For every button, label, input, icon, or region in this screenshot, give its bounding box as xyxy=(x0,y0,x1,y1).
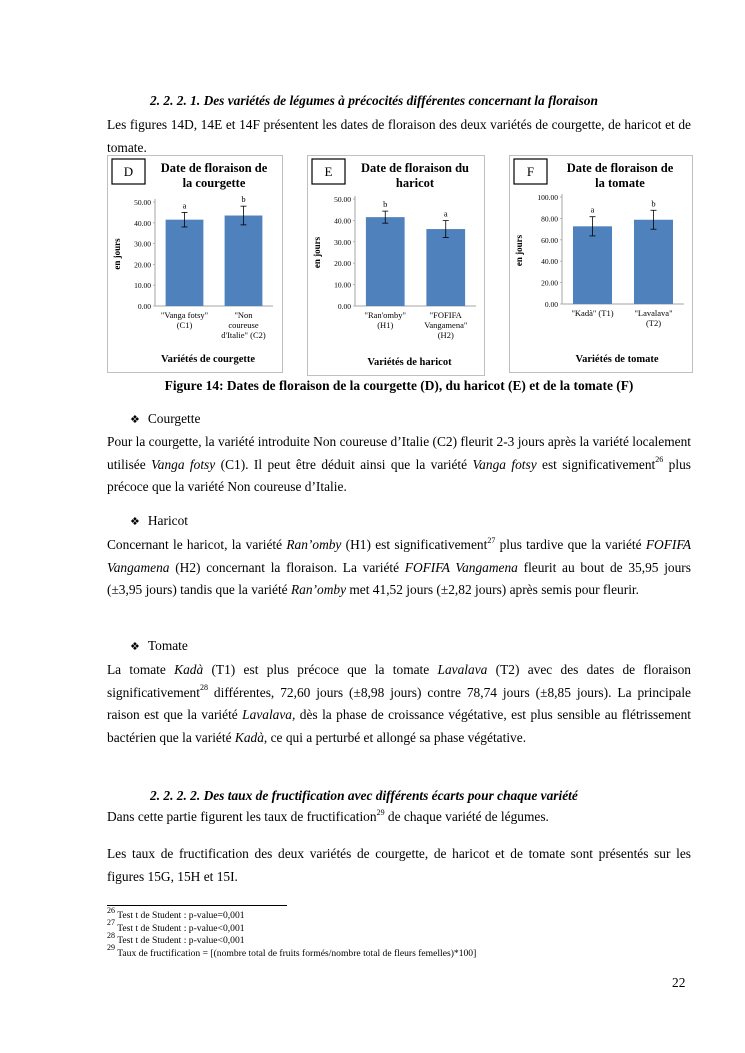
chart-courgette xyxy=(107,155,283,373)
y-tick-label: 0.00 xyxy=(337,302,351,311)
significance-letter-1: a xyxy=(182,200,187,211)
bullet-courgette xyxy=(130,411,200,427)
panel-letter: D xyxy=(123,164,134,179)
paragraph-fructification-figures: Les taux de fructification des deux variétés de courgette, de haricot et de tomate sont présentés sur les figures 15G, 15H et 15I. xyxy=(107,846,691,884)
y-tick-label: 0.00 xyxy=(137,302,151,311)
chart-title-line2: haricot xyxy=(395,176,435,190)
bar-1 xyxy=(573,226,612,304)
page-number: 22 xyxy=(672,975,686,990)
y-tick-label: 40.00 xyxy=(541,257,558,267)
section-heading-fructification: 2. 2. 2. 2. Des taux de fructification avec différents écarts pour chaque variété xyxy=(150,788,578,803)
x-axis-label: Variétés de courgette xyxy=(160,354,256,365)
y-tick-label: 40.00 xyxy=(134,218,151,228)
panel-letter: F xyxy=(526,164,535,179)
x-category-label: "Vanga fotsy" xyxy=(160,310,209,320)
y-tick-label: 50.00 xyxy=(334,195,351,204)
chart-title-line2: la tomate xyxy=(595,176,645,190)
footnote-separator xyxy=(107,905,287,906)
x-category-label: d'Italie" (C2) xyxy=(221,330,266,340)
y-axis-label: en jours xyxy=(514,234,524,267)
y-tick-label: 30.00 xyxy=(334,237,351,247)
bar-2 xyxy=(634,220,673,304)
chart-haricot-svg xyxy=(308,156,484,375)
y-tick-label: 100.00 xyxy=(537,193,558,202)
chart-title-line1: Date de floraison du xyxy=(361,161,469,175)
x-axis-label: Variétés de tomate xyxy=(575,354,659,365)
x-axis-label: Variétés de haricot xyxy=(367,357,452,368)
chart-title-line1: Date de floraison de xyxy=(566,161,674,175)
y-tick-label: 20.00 xyxy=(134,260,151,270)
y-tick-label: 60.00 xyxy=(541,235,558,245)
chart-haricot xyxy=(307,155,485,376)
section-heading-floraison: 2. 2. 2. 1. Des variétés de légumes à précocités différentes concernant la floraison xyxy=(150,93,598,108)
significance-letter-2: a xyxy=(443,208,448,219)
y-tick-label: 40.00 xyxy=(334,216,351,226)
paragraph-fructification-intro: Dans cette partie figurent les taux de fructification$^{29}$ de chaque variété de légumes. xyxy=(107,807,549,824)
chart-title-line2: la courgette xyxy=(182,176,246,190)
x-category-label: Vangamena" xyxy=(424,320,468,330)
chart-courgette-svg xyxy=(108,156,282,372)
diamond-bullet-icon: ❖ xyxy=(130,515,140,528)
footnote-ref-29: 29 xyxy=(376,807,385,817)
bar-2 xyxy=(225,216,263,306)
y-tick-label: 50.00 xyxy=(134,198,151,207)
bullet-courgette-label: Courgette xyxy=(147,411,201,426)
significance-letter-1: a xyxy=(590,204,595,215)
bullet-tomate-label: Tomate xyxy=(147,638,188,653)
bullet-tomate xyxy=(130,638,188,654)
panel-letter: E xyxy=(324,164,333,179)
chart-title-line1: Date de floraison de xyxy=(160,161,268,175)
y-tick-label: 80.00 xyxy=(541,214,558,224)
bar-1 xyxy=(366,217,405,306)
significance-letter-1: b xyxy=(383,199,388,210)
y-tick-label: 0.00 xyxy=(544,300,558,309)
y-tick-label: 30.00 xyxy=(134,239,151,249)
footnote-29: $^{29}$ Taux de fructification = [(nombre total de fruits formés/nombre total de fleurs femelles)*100] xyxy=(107,943,477,959)
y-axis-label: en jours xyxy=(312,236,322,269)
x-category-label: "Non xyxy=(234,310,253,320)
bar-1 xyxy=(166,220,204,306)
significance-letter-2: b xyxy=(651,198,656,209)
footnote-ref-26: 26 xyxy=(655,455,664,465)
y-tick-label: 10.00 xyxy=(134,281,151,291)
x-category-label: (C1) xyxy=(176,320,193,330)
x-category-label: (H2) xyxy=(437,330,454,340)
footnote-ref-27: 27 xyxy=(487,535,496,545)
bullet-haricot-label: Haricot xyxy=(147,513,189,528)
figure-caption: Figure 14: Dates de floraison de la courgette (D), du haricot (E) et de la tomate (F) xyxy=(164,378,634,393)
intro-paragraph: Les figures 14D, 14E et 14F présentent les dates de floraison des deux variétés de courgette, de haricot et de tomate. xyxy=(107,117,691,155)
y-tick-label: 20.00 xyxy=(334,259,351,269)
chart-tomate xyxy=(509,155,693,373)
y-tick-label: 10.00 xyxy=(334,280,351,290)
x-category-label: "Kadà" (T1) xyxy=(571,308,614,318)
x-category-label: (T2) xyxy=(645,318,662,328)
footnote-26: $^{26}$ Test t de Student : p-value=0,001 xyxy=(107,905,245,921)
chart-tomate-svg xyxy=(510,156,692,372)
footnote-ref-28: 28 xyxy=(199,683,208,693)
bullet-haricot xyxy=(130,513,188,529)
x-category-label: (H1) xyxy=(377,320,394,330)
x-category-label: "Lavalava" xyxy=(634,308,673,318)
diamond-bullet-icon: ❖ xyxy=(130,640,140,653)
footnote-28: $^{28}$ Test t de Student : p-value<0,001 xyxy=(107,930,245,946)
y-tick-label: 20.00 xyxy=(541,278,558,288)
bar-2 xyxy=(426,229,465,306)
x-category-label: coureuse xyxy=(228,320,259,330)
y-axis-label: en jours xyxy=(112,238,122,270)
x-category-label: "FOFIFA xyxy=(429,310,462,320)
paragraph-haricot: Concernant le haricot, la variété Ran’omby (H1) est significativement$^{27}$ plus tardive que la variété FOFIFA Vangamena (H2) concernant la floraison. La variété FOFIFA Vangamena fleurit au bout de 35,95 jours (±3,95 jours) tandis que la variété Ran’omby met 41,52 jours (±2,82 jours) après semis pour fleurir. xyxy=(107,535,691,598)
footnote-27: $^{27}$ Test t de Student : p-value<0,001 xyxy=(107,918,245,934)
paragraph-courgette: Pour la courgette, la variété introduite Non coureuse d’Italie (C2) fleurit 2-3 jours après la variété localement utilisée Vanga fotsy (C1). Il peut être déduit ainsi que la variété Vanga fotsy est significativement$^{26}$ plus précoce que la variété Non coureuse d’Italie. xyxy=(107,434,691,495)
significance-letter-2: b xyxy=(241,194,246,205)
paragraph-tomate: La tomate Kadà (T1) est plus précoce que la tomate Lavalava (T2) avec des dates de floraison significativement$^{28}$ différentes, 72,60 jours (±8,98 jours) contre 78,74 jours (±8,85 jours). La principale raison est que la variété Lavalava, dès la phase de croissance végétative, est plus sensible au flétrissement bactérien que la variété Kadà, ce qui a perturbé et allongé sa phase végétative. xyxy=(107,662,691,745)
x-category-label: "Ran'omby" xyxy=(364,310,407,320)
diamond-bullet-icon: ❖ xyxy=(130,413,140,426)
